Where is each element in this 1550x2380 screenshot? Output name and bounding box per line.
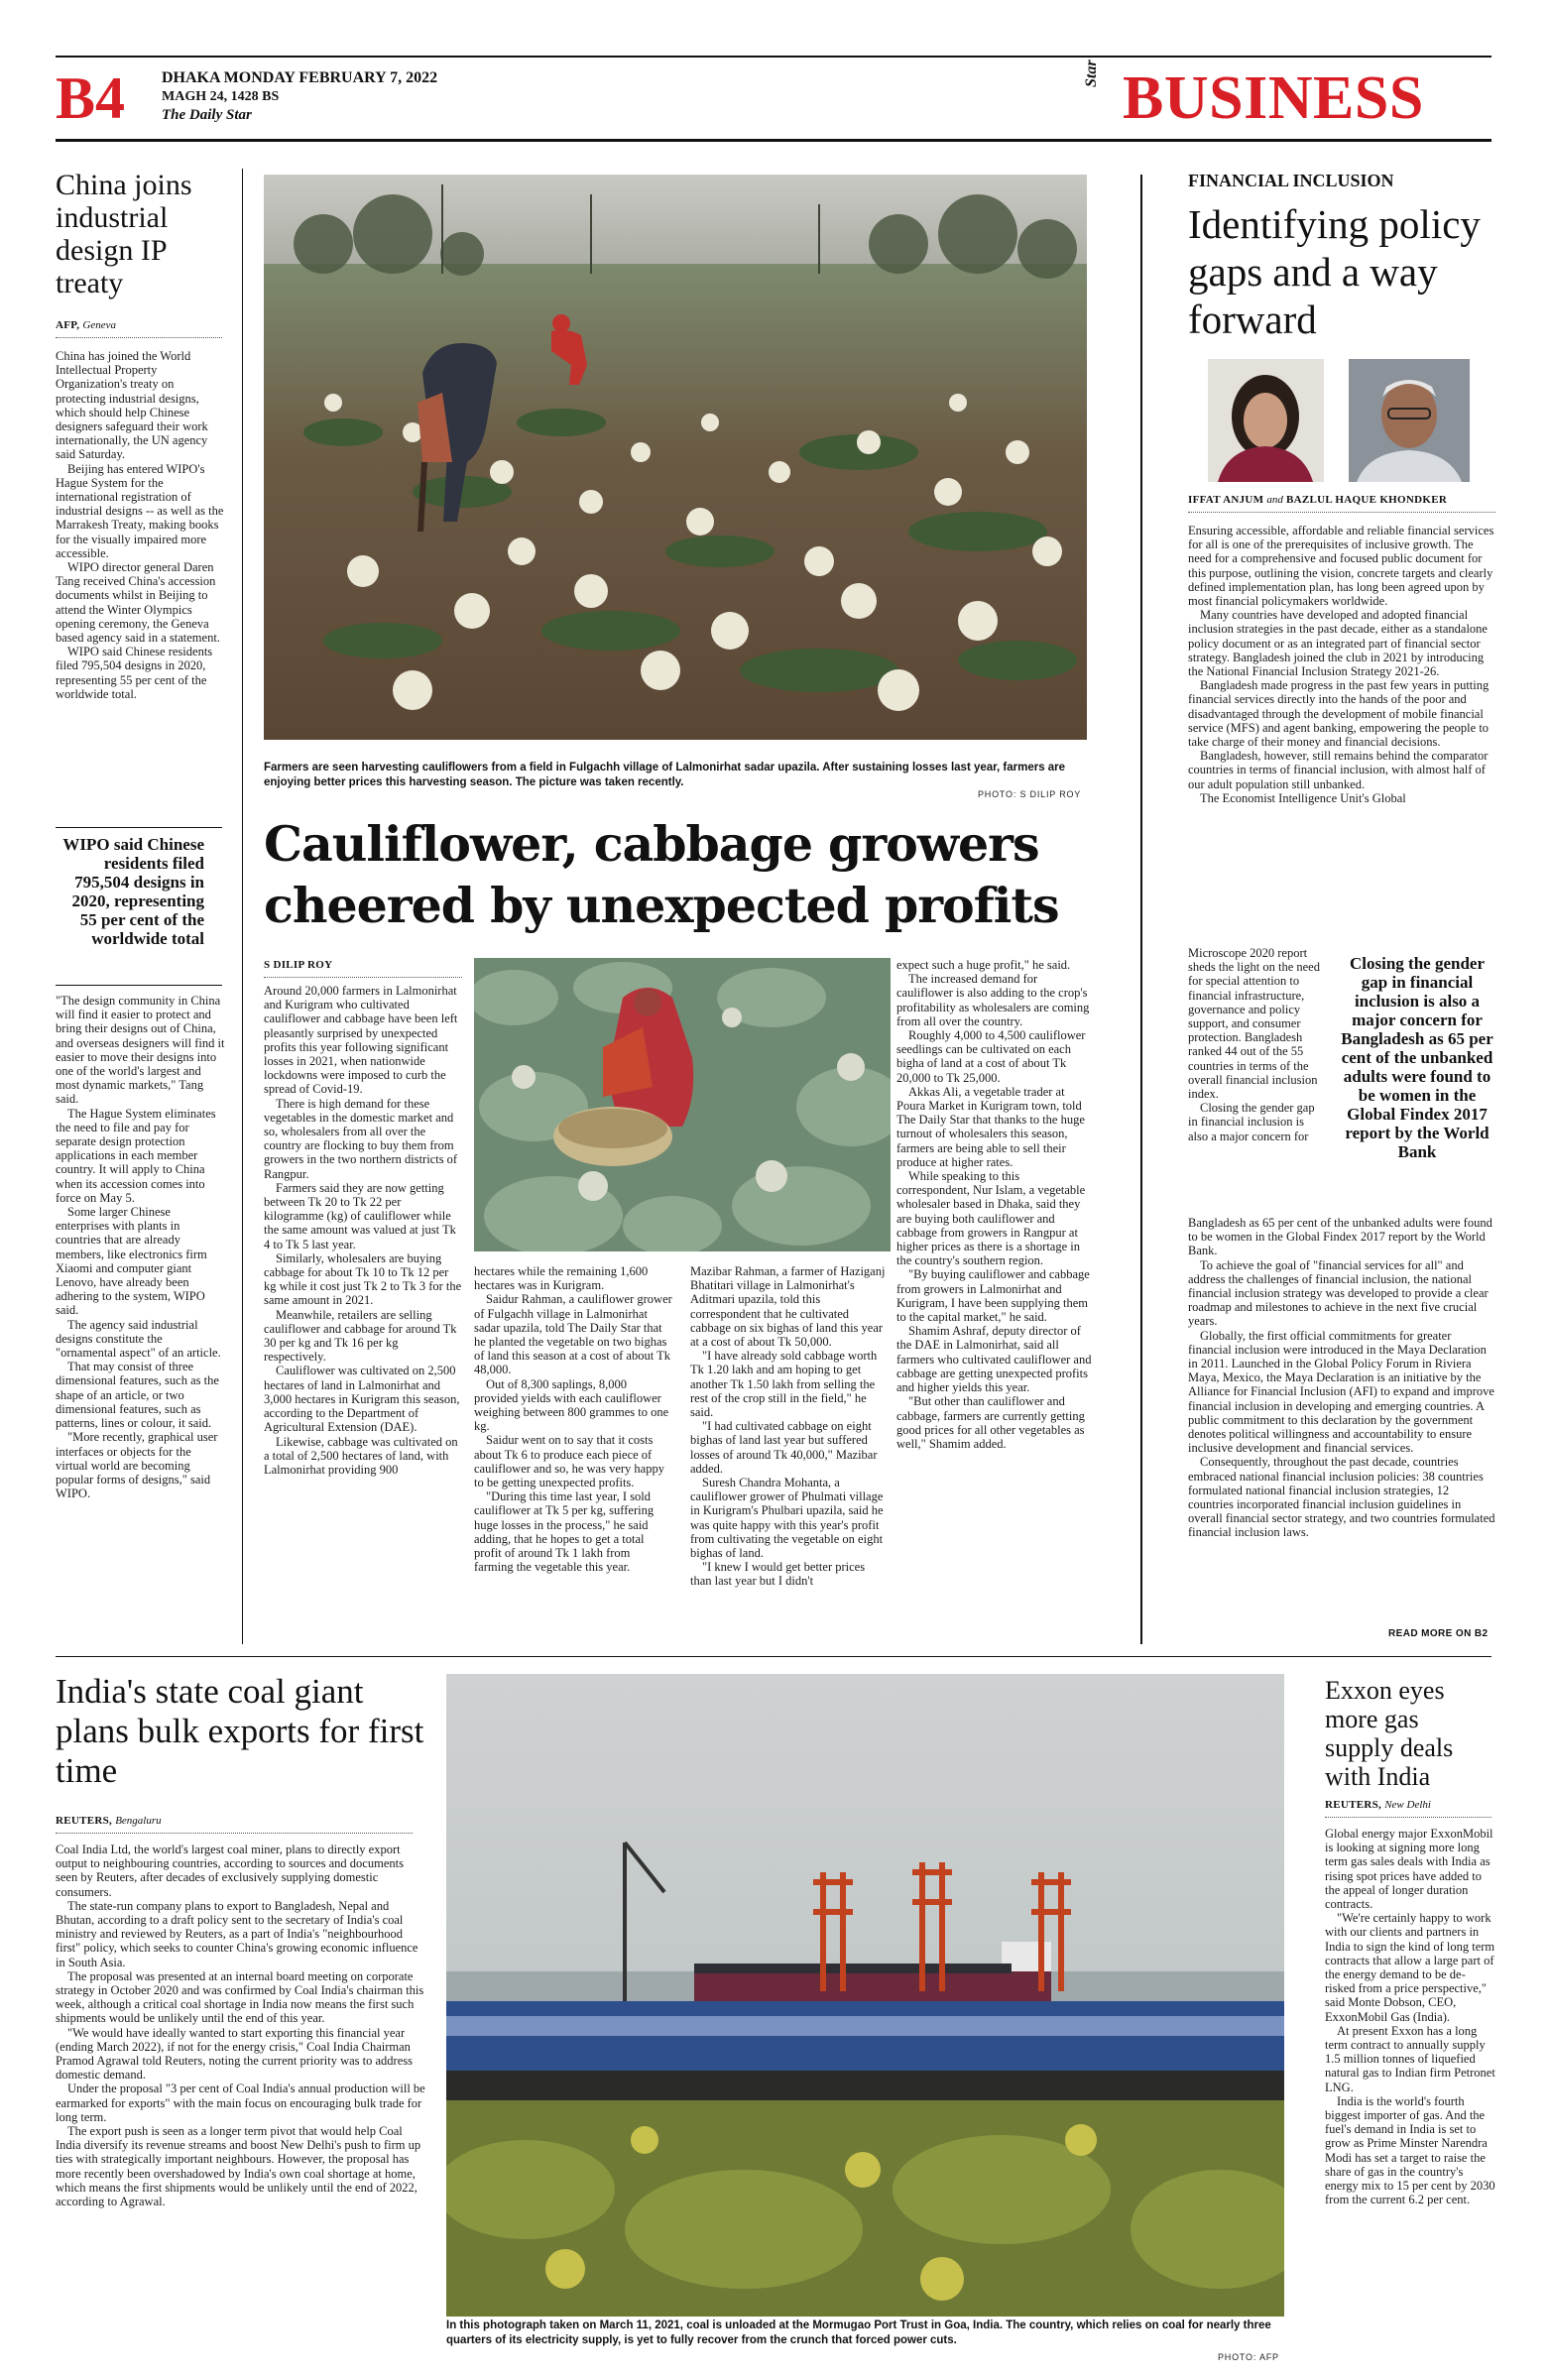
- china-pull-rule-top: [56, 827, 222, 828]
- china-byline: [56, 319, 234, 331]
- finance-pull-quote: Closing the gender gap in financial inclusion is also a major concern for Bangladesh as 65 per cent of the unbanked adults were found to be women in the Global Findex 2017 report by the World Bank: [1341, 954, 1493, 1161]
- finance-headline: Identifying policy gaps and a way forward: [1188, 201, 1481, 342]
- fin-p5: The Economist Intelligence Unit's Global: [1200, 790, 1406, 805]
- exxon-p4: India is the world's fourth biggest importer of gas. And the fuel's demand in India is set to grow as Prime Minster Narendra Modi has set a target to raise the share of gas in the country's energy mix to 15 per cent by 2030 from the current 6.2 per cent.: [1325, 2093, 1495, 2207]
- cauliflower-col2: [474, 1264, 672, 1574]
- china-byline-agency: AFP,: [56, 319, 80, 331]
- fin-p1: Ensuring accessible, affordable and reliable financial services for all is one of the prerequisites of inclusive growth. The need for a comprehensive and focused public document for this purpose, outlining the vision, concrete targets and clearly defined implementation plan, has long been agreed upon by most financial policymakers worldwide.: [1188, 524, 1494, 609]
- page-number: B4: [56, 65, 126, 131]
- coal-photo-credit: PHOTO: AFP: [1218, 2352, 1279, 2362]
- coal-photo-caption: In this photograph taken on March 11, 2021, coal is unloaded at the Mormugao Port Trust in Goa, India. The country, which relies on coal for nearly three quarters of its electricity supply, is yet to fully recover from the crunch that forced power cuts.: [446, 2320, 1271, 2346]
- coal-p1: Coal India Ltd, the world's largest coal miner, plans to directly export output to neighbouring countries, according to sources and documents seen by Reuters, after decades of exclusively supplying domestic consumers.: [56, 1843, 404, 1899]
- exxon-byline-divider: [1325, 1817, 1491, 1818]
- finance-body: [1188, 524, 1497, 805]
- exxon-body: [1325, 1827, 1495, 2206]
- finance-author2: BAZLUL HAQUE KHONDKER: [1285, 494, 1448, 506]
- star-logo: Star: [1083, 60, 1100, 87]
- cauli-c4-p5: While speaking to this correspondent, Nur Islam, a vegetable wholesaler based in Dhaka, said they are buying both cauliflower and cabbage from growers in Rangpur at higher prices as there is a shortage in the country's southern region.: [896, 1169, 1086, 1268]
- cauli-c3-p3: "I had cultivated cabbage on eight bighas of land last year but suffered losses of around Tk 40,000," Mazibar added.: [690, 1419, 878, 1476]
- coal-p6: The export push is seen as a longer term pivot that would help Coal India diversify its revenue streams and boost New Delhi's push to firm up ties with strategically important neighbours. However, the proposal has more recently been overshadowed by India's own coal shortage at home, which means the first shipments would be unlikely until the end of 2022, according to Agrawal.: [56, 2124, 421, 2209]
- paper-logo: The Daily Star: [162, 107, 252, 123]
- fin-n1: Microscope 2020 report sheds the light on the need for special attention to financial infrastructure, governance and policy support, and consumer protection. Bangladesh ranked 44 out of the 55 countries in terms of the overall financial inclusion index.: [1188, 946, 1320, 1102]
- finance-body-2: [1188, 1216, 1497, 1540]
- china-p1: China has joined the World Intellectual Property Organization's treaty on protecting industrial designs, which should help Chinese designers safeguard their work internationally, the UN agency said Saturday.: [56, 349, 208, 462]
- exxon-byline-agency: REUTERS,: [1325, 1799, 1382, 1811]
- cauli-c1-p2: There is high demand for these vegetables in the domestic market and so, wholesalers from all over the country are flocking to buy them from growers in the two northern districts of Rangpur.: [264, 1096, 458, 1181]
- cauli-c1-p1: Around 20,000 farmers in Lalmonirhat and Kurigram who cultivated cauliflower and cabbage have been left pleasantly surprised by unexpected profits this year following significant losses in 2021, when nationwide lockdowns were imposed to curb the spread of Covid-19.: [264, 984, 458, 1097]
- cauli-c3-p2: "I have already sold cabbage worth Tk 1.20 lakh and am hoping to get another Tk 1.50 lakh from selling the rest of the crop still in the field," he said.: [690, 1349, 878, 1420]
- cauli-c1-p4: Similarly, wholesalers are buying cabbage for about Tk 10 to Tk 12 per kg while it cost just Tk 2 to Tk 3 for the same amount in 2021.: [264, 1250, 462, 1308]
- cauli-c4-p1: expect such a huge profit," he said.: [896, 958, 1071, 972]
- china-p5: "The design community in China will find it easier to protect and bring their designs out of China, and overseas designers will find it easier to move their designs into one of the world's largest and most dynamic markets," Tang said.: [56, 994, 225, 1107]
- cauliflower-byline-divider: [264, 977, 462, 978]
- china-p2: Beijing has entered WIPO's Hague System for the international registration of industrial designs -- as well as the Marrakesh Treaty, making books for the visually impaired more accessible.: [56, 461, 224, 560]
- issue-date: DHAKA MONDAY FEBRUARY 7, 2022: [162, 69, 438, 86]
- author-photo-iffat: [1208, 359, 1324, 482]
- fin-n2: Closing the gender gap in financial inclusion is also a major concern for: [1188, 1101, 1315, 1143]
- exxon-p1: Global energy major ExxonMobil is looking at signing more long term gas sales deals with India as rising spot prices have added to the appeal of longer duration contracts.: [1325, 1827, 1493, 1912]
- fin-p8: Globally, the first official commitments for greater financial inclusion were introduced in the Maya Declaration in 2011. Launched in the Global Policy Forum in Riviera Maya, Mexico, the Maya Declaration is an initiative by the Alliance for Financial Inclusion (AFI) to expand and improve financial inclusion in developing and emerging countries. A public commitment to this declaration by the government denotes political willingness and accountability to ensure inclusive development and financial services.: [1188, 1328, 1494, 1456]
- author-photo-bazlul: [1349, 359, 1470, 482]
- top-rule: [56, 56, 1491, 58]
- finance-read-more-link[interactable]: READ MORE ON B2: [1388, 1628, 1489, 1639]
- china-p6: The Hague System eliminates the need to file and pay for separate design protection applications in each member country. It will apply to China when its accession comes into force on May 5.: [56, 1106, 216, 1205]
- china-p3: WIPO director general Daren Tang received China's accession documents whilst in Beijing to attend the Winter Olympics opening ceremony, the Geneva based agency said in a statement.: [56, 560, 220, 646]
- cauliflower-byline: S DILIP ROY: [264, 959, 333, 971]
- coal-p5: Under the proposal "3 per cent of Coal India's annual production will be earmarked for exports" with the main focus on encouraging bulk trade for long term.: [56, 2082, 425, 2124]
- cauliflower-col1: [264, 984, 462, 1477]
- china-p8: The agency said industrial designs constitute the "ornamental aspect" of an article.: [56, 1317, 221, 1361]
- coal-body: [56, 1843, 428, 2208]
- coal-byline-agency: REUTERS,: [56, 1815, 113, 1827]
- cauli-c1-p3: Farmers said they are now getting between Tk 20 to Tk 22 per kilogramme (kg) of cauliflower while the same amount was valued at just Tk 4 to Tk 5 last year.: [264, 1180, 456, 1251]
- china-p9: That may consist of three dimensional features, such as the shape of an article, or two dimensional features, such as patterns, lines or colour, it said.: [56, 1360, 219, 1431]
- china-pull-rule-bottom: [56, 985, 222, 986]
- finance-byline: [1188, 494, 1505, 506]
- china-p7: Some larger Chinese enterprises with plants in countries that are already members, like electronics firm Xiaomi and computer giant Lenovo, have already been adhering to the system, WIPO said.: [56, 1205, 207, 1318]
- fin-p6: Bangladesh as 65 per cent of the unbanked adults were found to be women in the Global Findex 2017 report by the World Bank.: [1188, 1216, 1492, 1258]
- cauli-c1-p6: Cauliflower was cultivated on 2,500 hectares of land in Lalmonirhat and 3,000 hectares in Kurigram this season, according to the Department of Agricultural Extension (DAE).: [264, 1364, 460, 1435]
- china-divider: [56, 337, 222, 338]
- coal-byline: [56, 1815, 162, 1827]
- fin-p2: Many countries have developed and adopted financial inclusion strategies in the past decade, either as a standalone policy document or as an integrated part of financial sector strategy. Bangladesh joined the club in 2021 by introducing the National Financial Inclusion Strategy 2021-26.: [1188, 608, 1488, 679]
- cauli-c1-p7: Likewise, cabbage was cultivated on a total of 2,500 hectares of land, with Lalmonirhat providing 900: [264, 1434, 458, 1477]
- column-rule-left: [242, 169, 243, 1644]
- coal-headline: India's state coal giant plans bulk exports for first time: [56, 1672, 424, 1790]
- cauli-c3-p4: Suresh Chandra Mohanta, a cauliflower grower of Phulmati village in Kurigram's Phulbari upazila, said he was quite happy with this year's profit from cultivating the vegetable on eight bighas of land.: [690, 1476, 884, 1561]
- coal-p3: The proposal was presented at an internal board meeting on corporate strategy in October 2020 and was confirmed by Coal India's chairman this week, although a critical coal shortage in India now means the first such shipments would be unlikely until the end of this year.: [56, 1968, 424, 2026]
- section-title: BUSINESS: [1123, 64, 1424, 132]
- cauli-c4-p7: Shamim Ashraf, deputy director of the DAE in Lalmonirhat, said all farmers who cultivated cauliflower and cabbage are getting unexpected profits and higher yields this year.: [896, 1324, 1092, 1395]
- cauliflower-field-photo: [264, 175, 1087, 740]
- coal-dateline: Bengaluru: [115, 1815, 162, 1827]
- finance-author1: IFFAT ANJUM: [1188, 494, 1264, 506]
- exxon-p2: "We're certainly happy to work with our clients and partners in India to sign the kind of long term contracts that allow a large part of the energy demand to be de-risked from a price perspective," said Monte Dobson, CEO, ExxonMobil Gas (India).: [1325, 1911, 1495, 2024]
- fin-p9: Consequently, throughout the past decade, countries embraced national financial inclusion policies: 38 countries formulated national financial inclusion strategies, 12 countries incorporated financial inclusion guidelines in overall financial sector strategy, and two countries formulated financial inclusion laws.: [1188, 1455, 1495, 1540]
- china-p4: WIPO said Chinese residents filed 795,504 designs in 2020, representing 55 per cent of the worldwide total.: [56, 645, 213, 701]
- fin-p7: To achieve the goal of "financial services for all" and address the challenges of financial inclusion, the national financial inclusion strategy was developed to provide a clear roadmap and milestones to achieve in the next five crucial years.: [1188, 1257, 1489, 1329]
- cauli-c4-p6: "By buying cauliflower and cabbage from growers in Lalmonirhat and Kurigram, I have been supplying them to the capital market," he said.: [896, 1267, 1090, 1325]
- fin-p3: Bangladesh made progress in the past few years in putting financial services directly into the hands of the poor and disadvantaged through the development of mobile financial service (MFS) and agent banking, empowering the people to take charge of their money and financial decisions.: [1188, 678, 1490, 750]
- coal-p4: "We would have ideally wanted to start exporting this financial year (ending March 2022), if not for the energy crisis," Coal India Chairman Pramod Agrawal told Reuters, noting the current priority was to address domestic demand.: [56, 2025, 413, 2082]
- coal-port-photo: [446, 1674, 1284, 2317]
- exxon-dateline: New Delhi: [1384, 1799, 1431, 1811]
- column-rule-right: [1140, 175, 1142, 1644]
- exxon-byline: [1325, 1799, 1431, 1811]
- fin-p4: Bangladesh, however, still remains behind the comparator countries in terms of financial inclusion, with almost half of our adult population still unbanked.: [1188, 749, 1489, 791]
- cauli-c4-p8: "But other than cauliflower and cabbage, farmers are currently getting good prices for all other vegetables as well," Shamim added.: [896, 1394, 1085, 1451]
- finance-narrow-col: [1188, 946, 1325, 1143]
- cauli-c1-p5: Meanwhile, retailers are selling cauliflower and cabbage for around Tk 30 per kg and Tk 16 per kg respectively.: [264, 1307, 457, 1365]
- cauli-c2-p4: Saidur went on to say that it costs about Tk 6 to produce each piece of cauliflower and so, he was very happy to be getting unexpected profits.: [474, 1433, 664, 1490]
- cauli-c2-p5: "During this time last year, I sold cauliflower at Tk 5 per kg, suffering huge losses in the process," he said adding, that he hopes to get a total profit of around Tk 1 lakh from farming the vegetable this year.: [474, 1489, 655, 1575]
- china-body-2: [56, 994, 226, 1500]
- cauli-c3-p1: Mazibar Rahman, a farmer of Haziganj Bhatitari village in Lalmonirhat's Aditmari upazila, told this correspondent that he cultivated cabbage on six bighas of land this year at a cost of about Tk 50,000.: [690, 1264, 886, 1350]
- cauli-c4-p4: Akkas Ali, a vegetable trader at Poura Market in Kurigram town, told The Daily Star that thanks to the huge turnout of wholesalers this season, farmers are being able to sell their produce at higher rates.: [896, 1084, 1085, 1169]
- cauli-c2-p1: hectares while the remaining 1,600 hectares was in Kurigram.: [474, 1264, 649, 1293]
- finance-byline-divider: [1188, 512, 1495, 513]
- cauli-c3-p5: "I knew I would get better prices than last year but I didn't: [690, 1560, 866, 1589]
- china-body: [56, 349, 226, 701]
- finance-kicker: FINANCIAL INCLUSION: [1188, 171, 1394, 190]
- cauli-c4-p3: Roughly 4,000 to 4,500 cauliflower seedlings can be cultivated on each bigha of land at a cost of about Tk 20,000 to Tk 25,000.: [896, 1028, 1086, 1085]
- cabbage-field-photo: [474, 958, 891, 1251]
- china-headline: China joins industrial design IP treaty: [56, 169, 192, 299]
- china-p10: "More recently, graphical user interfaces or objects for the virtual world are becoming popular forms of designs," said WIPO.: [56, 1430, 218, 1501]
- china-dateline: Geneva: [82, 319, 116, 331]
- exxon-p3: At present Exxon has a long term contract to annually supply 1.5 million tonnes of liquefied natural gas to Indian firm Petronet LNG.: [1325, 2023, 1495, 2094]
- cauliflower-photo-caption: Farmers are seen harvesting cauliflowers from a field in Fulgachh village of Lalmonirhat sadar upazila. After sustaining losses last year, farmers are enjoying better prices this harvesting season. The picture was taken recently.: [264, 762, 1066, 788]
- cauliflower-headline: Cauliflower, cabbage growers cheered by unexpected profits: [264, 815, 1059, 934]
- cauli-c4-p2: The increased demand for cauliflower is also adding to the crop's profitability as wholesalers are coming from all over the country.: [896, 972, 1090, 1028]
- cauli-c2-p3: Out of 8,300 saplings, 8,000 provided yields with each cauliflower weighing between 800 grammes to one kg.: [474, 1376, 669, 1434]
- bengali-date: MAGH 24, 1428 BS: [162, 89, 280, 104]
- lower-section-rule: [56, 1656, 1491, 1657]
- exxon-headline: Exxon eyes more gas supply deals with India: [1325, 1676, 1454, 1791]
- cauliflower-col3: [690, 1264, 889, 1589]
- masthead-rule: [56, 139, 1491, 142]
- china-pull-quote: WIPO said Chinese residents filed 795,504 designs in 2020, representing 55 per cent of the worldwide total: [62, 835, 204, 948]
- coal-p2: The state-run company plans to export to Bangladesh, Nepal and Bhutan, according to a draft policy sent to the secretary of India's coal ministry and reviewed by Reuters, as a part of India's "neighbourhood first" policy, which seeks to counter China's growing economic influence in South Asia.: [56, 1898, 418, 1969]
- cauli-c2-p2: Saidur Rahman, a cauliflower grower of Fulgachh village in Lalmonirhat sadar upazila, told The Daily Star that he planted the vegetable on two bighas of land this season at a cost of about Tk 48,000.: [474, 1292, 672, 1377]
- cauliflower-photo-credit: PHOTO: S DILIP ROY: [978, 789, 1082, 799]
- finance-and: and: [1266, 494, 1283, 506]
- cauliflower-col4: [896, 958, 1093, 1451]
- coal-byline-divider: [56, 1833, 413, 1834]
